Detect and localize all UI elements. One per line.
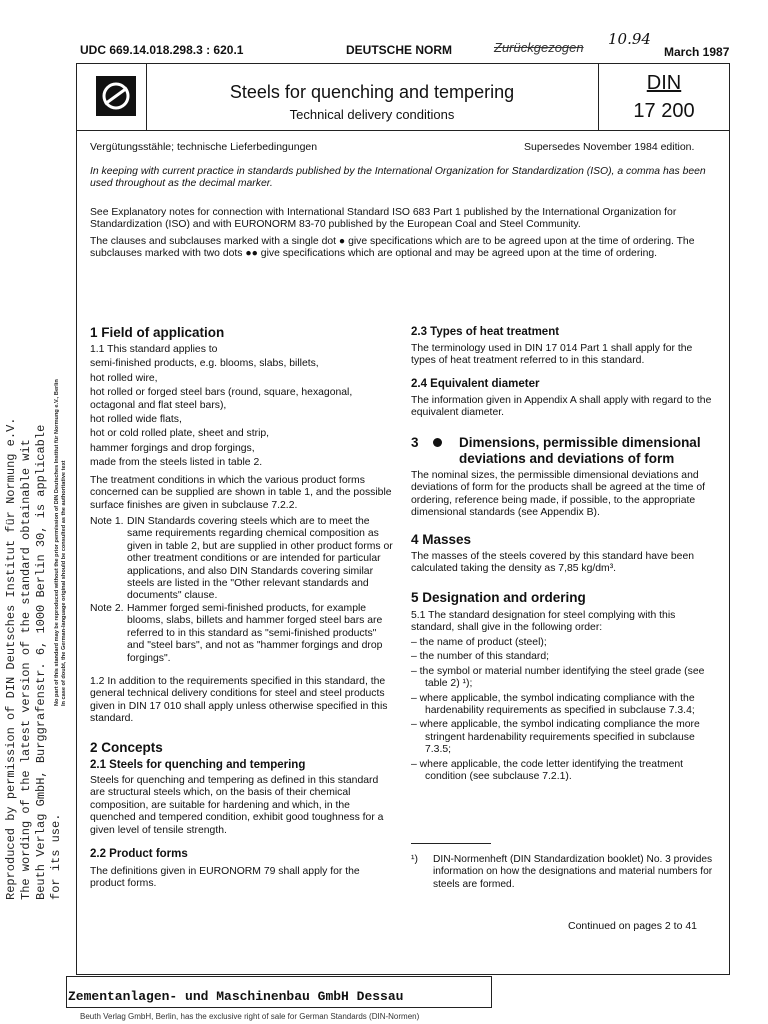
- s1-1-line: 1.1 This standard applies to: [90, 344, 218, 355]
- continued-note: Continued on pages 2 to 41: [568, 920, 698, 932]
- s1-1-line: hot or cold rolled plate, sheet and strip,: [90, 428, 270, 440]
- note-2: [90, 603, 395, 665]
- section-2-3-title: 2.3 Types of heat treatment: [411, 326, 560, 338]
- section-2-title: 2 Concepts: [90, 740, 163, 755]
- reproduction-line: for its use.: [49, 813, 63, 900]
- section-3: The nominal sizes, the permissible dimensional deviations and deviations of form for the products shall be agreed at the time of ordering, reference being made, if possible, to the appropriate dimensional standards (see Appendix B).: [411, 470, 705, 519]
- footnote: [411, 854, 717, 891]
- section-4-title: 4 Masses: [411, 532, 472, 547]
- s1-1-line: semi-finished products, e.g. blooms, slabs, billets,: [90, 358, 319, 370]
- single-dot-icon: [433, 438, 442, 447]
- section-5-title: 5 Designation and ordering: [411, 590, 586, 605]
- list-item: – where applicable, the symbol indicating compliance the more stringent hardenability requirements specified in subclause 7.3.5;: [411, 719, 700, 756]
- handwritten-date: 10.94: [608, 30, 651, 48]
- note-1: [90, 516, 395, 603]
- din-logo-icon: [96, 76, 136, 116]
- explanatory-note: See Explanatory notes for connection with International Standard ISO 683 Part 1 published by the International Organization for Standardization (ISO) and with EURONORM 83-70 published by the European Coal and Steel Community.: [90, 207, 677, 231]
- s1-1-line: hot rolled wire,: [90, 372, 158, 384]
- s1-1-line: octagonal and flat steel bars),: [90, 399, 227, 411]
- document-subtitle: Technical delivery conditions: [289, 107, 455, 122]
- section-5-1: 5.1 The standard designation for steel complying with this standard, shall give in the following order:: [411, 610, 676, 634]
- section-4: The masses of the steels covered by this standard have been calculated taking the density as 7,85 kg/dm³.: [411, 551, 695, 575]
- note-1-label: Note 1.: [90, 516, 124, 527]
- note-2-label: Note 2.: [90, 603, 124, 614]
- footnote-text: DIN-Normenheft (DIN Standardization booklet) No. 3 provides information on how the designations and material numbers for steels are formed.: [433, 854, 713, 890]
- section-3-title-line1: Dimensions, permissible dimensional: [459, 435, 701, 450]
- s1-1-line: hot rolled or forged steel bars (round, square, hexagonal,: [90, 387, 353, 399]
- reproduction-line: Reproduced by permission of DIN Deutsches Institut für Normung e.V.: [4, 417, 18, 900]
- section-1-title: 1 Field of application: [90, 325, 225, 340]
- s1-1-line: made from the steels listed in table 2.: [90, 457, 263, 469]
- handwritten-withdrawn: Zurückgezogen: [494, 40, 584, 55]
- treatment-text: The treatment conditions in which the various product forms concerned can be supplied are shown in table 1, and the possible surface finishes are given in subclause 7.2.2.: [90, 475, 392, 511]
- section-3-num: 3: [411, 435, 419, 450]
- din-number: 17 200: [633, 100, 695, 122]
- footnote-mark: ¹): [411, 854, 418, 865]
- note-2-text: Hammer forged semi-finished products, for example blooms, slabs, billets and hammer forged steel bars are referred to in this standard as "semi-finished products" and "steel bars", and not as "hammer forgings and drop forgings".: [127, 603, 383, 664]
- issue-date: March 1987: [664, 45, 730, 59]
- list-item: – the number of this standard;: [411, 651, 550, 663]
- norm-label: DEUTSCHE NORM: [346, 43, 453, 57]
- list-item: – where applicable, the code letter identifying the treatment condition (see subclause 7.2.1).: [411, 758, 684, 783]
- footer-text: Beuth Verlag GmbH, Berlin, has the exclusive right of sale for German Standards (DIN-Normen): [80, 1012, 420, 1021]
- title-divider: [76, 130, 730, 131]
- section-2-1: Steels for quenching and tempering as defined in this standard are structural steels which, on the basis of their chemical composition, are suitable for hardening and which, in the quenched and tempered condition, exhibit good toughness for a given level of tensile strength.: [90, 775, 384, 836]
- section-2-1-title: 2.1 Steels for quenching and tempering: [90, 759, 306, 771]
- reproduction-line: The wording of the latest version of the standard obtainable wit: [19, 439, 33, 900]
- section-1-2: 1.2 In addition to the requirements specified in this standard, the general technical delivery conditions for steel and steel products given in DIN 17 010 shall apply unless otherwise specified in this standard.: [90, 676, 388, 725]
- comma-note: In keeping with current practice in standards published by the International Organization for Standardization (ISO), a comma has been used throughout as the decimal marker.: [90, 166, 706, 190]
- section-1-1: [90, 344, 395, 470]
- copyright-line: In case of doubt, the German-language original should be consulted as the authoritative text: [61, 460, 67, 706]
- section-2-3: The terminology used in DIN 17 014 Part 1 shall apply for the types of heat treatment referred to in this standard.: [411, 343, 693, 367]
- section-2-4-title: 2.4 Equivalent diameter: [411, 378, 540, 390]
- section-2-4: The information given in Appendix A shall apply with regard to the equivalent diameter.: [411, 395, 712, 419]
- s1-1-line: hammer forgings and drop forgings,: [90, 442, 255, 454]
- udc-code: UDC 669.14.018.298.3 : 620.1: [80, 43, 244, 57]
- note-1-text: DIN Standards covering steels which are to meet the same requirements regarding chemical composition as given in table 2, but are supplied in other product forms or other treatment conditions or are intended for particular applications, and also DIN Standards covering similar steels are listed in the "Other relevant standards and documents" clause.: [127, 516, 393, 602]
- designation-list: [411, 637, 717, 783]
- list-item: – where applicable, the symbol indicating compliance with the hardenability requirements as specified in subclause 7.3.4;: [411, 692, 695, 717]
- section-3-title-line2: deviations and deviations of form: [459, 451, 675, 466]
- stamp-text: Zementanlagen- und Maschinenbau GmbH Dessau: [68, 989, 404, 1004]
- supersedes: Supersedes November 1984 edition.: [524, 141, 695, 153]
- list-item: – the symbol or material number identifying the steel grade (see table 2) ¹);: [411, 665, 705, 690]
- s1-1-line: hot rolled wide flats,: [90, 414, 182, 426]
- footnote-rule: [411, 843, 491, 844]
- section-2-2-title: 2.2 Product forms: [90, 848, 188, 860]
- copyright-notice: [54, 286, 68, 706]
- section-2-2: The definitions given in EURONORM 79 shall apply for the product forms.: [90, 866, 360, 890]
- document-title: Steels for quenching and tempering: [229, 82, 515, 102]
- reproduction-line: Beuth Verlag GmbH, Burggrafenstr. 6, 1000 Berlin 30, is applicable: [34, 424, 48, 900]
- copyright-line: No part of this standard may be reproduced without the prior permission of DIN Deutsches Institut für Normung e.V., Berlin: [54, 379, 60, 706]
- list-item: – the name of product (steel);: [411, 637, 547, 648]
- din-label: DIN: [646, 72, 682, 94]
- german-title: Vergütungsstähle; technische Lieferbedingungen: [90, 141, 318, 153]
- dots-note: The clauses and subclauses marked with a single dot ● give specifications which are to be agreed upon at the time of ordering. The subclauses marked with two dots ●● give specifications which are optional and may be agreed upon at the time of ordering.: [90, 236, 695, 260]
- din-logo: [96, 76, 136, 116]
